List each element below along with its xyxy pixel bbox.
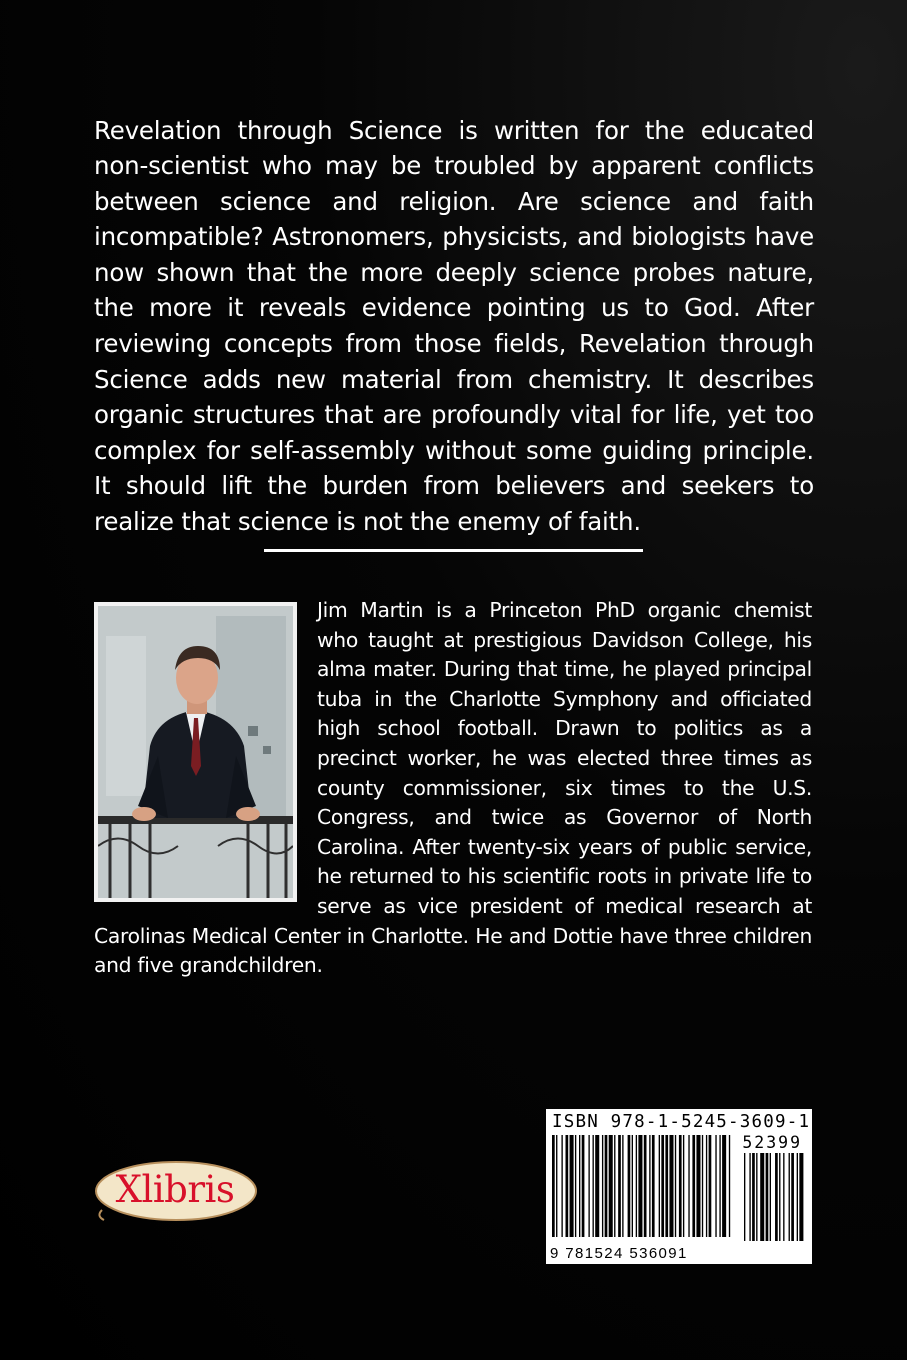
barcode-number: 9 781524 536091	[550, 1245, 688, 1262]
price-code: 52399	[742, 1133, 802, 1152]
author-photo	[94, 602, 297, 902]
barcode-bars	[552, 1135, 808, 1243]
publisher-logo	[92, 1158, 260, 1224]
author-bio-section	[94, 596, 812, 981]
isbn-label: ISBN 978-1-5245-3609-1	[552, 1112, 811, 1132]
section-divider	[264, 549, 643, 552]
author-photo-illustration	[98, 606, 293, 898]
book-blurb: Revelation through Science is written for the educated non-scientist who may be troubled by apparent conflicts between science and religion. Are science and faith incompatible? Astronomers, physicists, and biologists have now shown that the more deeply science probes nature, the more it reveals evidence pointing us to God. After reviewing concepts from those fields, Revelation through Science adds new material from chemistry. It describes organic structures that are profoundly vital for life, yet too complex for self-assembly without some guiding principle. It should lift the burden from believers and seekers to realize that science is not the enemy of faith.	[94, 115, 814, 537]
publisher-name: Xlibris	[115, 1168, 235, 1211]
author-bio-text: Jim Martin is a Princeton PhD organic chemist who taught at prestigious Davidson College, his alma mater. During that time, he played principal tuba in the Charlotte Symphony and officiated high school football. Drawn to politics as a precinct worker, he was elected three times as county commissioner, six times to the U.S. Congress, and twice as Governor of North Carolina. After twenty-six years of public service, he returned to his scientific roots in private life to serve as vice president of medical research at Carolinas Medical Center in Charlotte. He and Dottie have three children and five grandchildren.	[94, 598, 812, 978]
isbn-barcode	[546, 1109, 812, 1264]
